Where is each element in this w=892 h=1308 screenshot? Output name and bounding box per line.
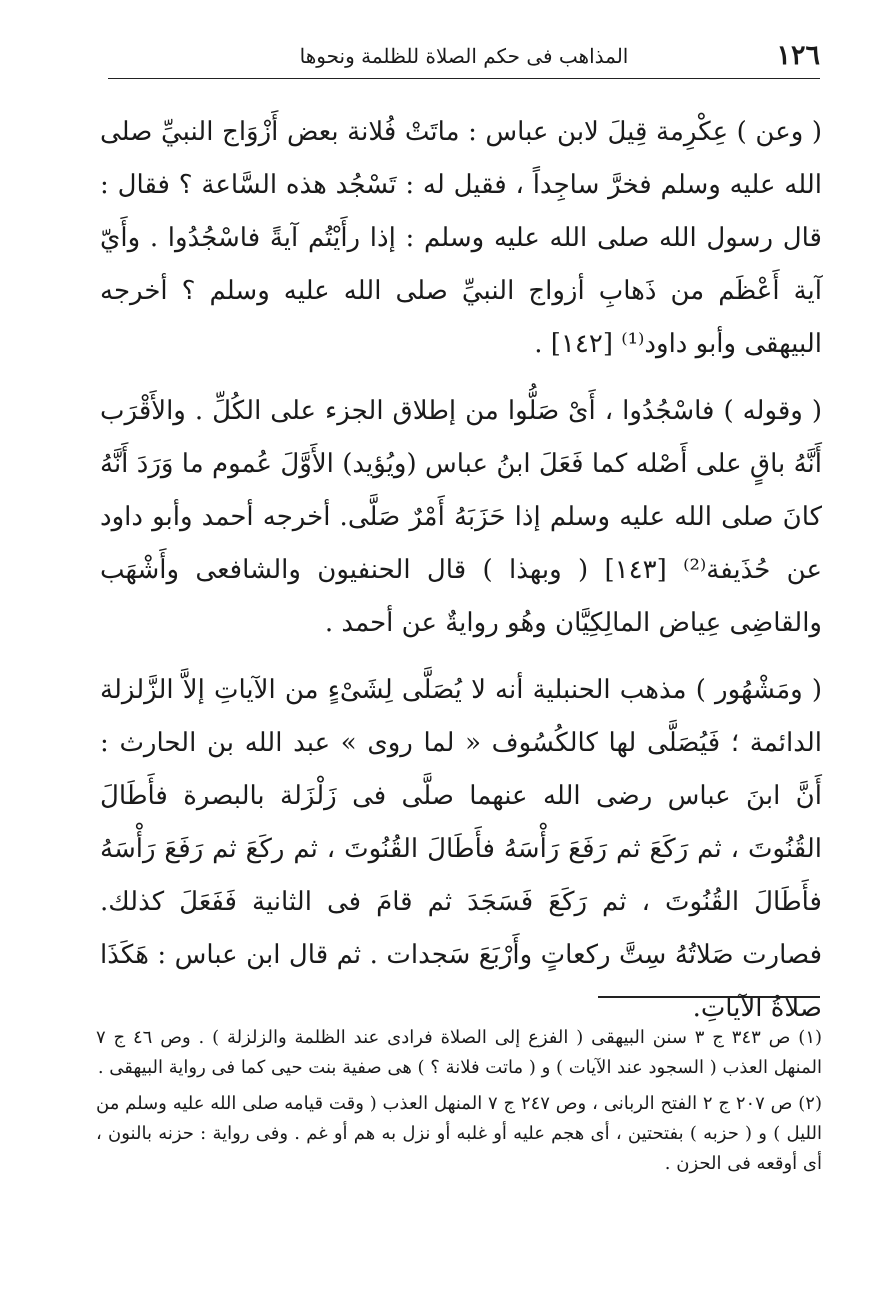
- footnote: (٢) ص ٢٠٧ ج ٢ الفتح الربانى ، وص ٢٤٧ ج ٧ المنهل العذب ( وقت قيامه صلى الله عليه وسلم من الليل ) و ( حزبه ) بفتحتين ، أى هجم عليه أو غلبه أو نزل به هم أو غم . وفى رواية : حزنه بالنون ، أى أوقعه فى الحزن .: [96, 1093, 822, 1174]
- footnote-divider: [598, 996, 820, 998]
- paragraph: ( وعن ) عِكْرِمة قِيلَ لابن عباس : ماتَتْ فُلانة بعض أَزْوَاج النبيِّ صلى الله عليه وسلم فخرَّ ساجِداً ، فقيل له : تَسْجُد هذه السَّاعة ؟ فقال : قال رسول الله صلى الله عليه وسلم : إذا رأَيْتُم آيةً فاسْجُدُوا . وأَيّ آية أَعْظَم من ذَهابِ أزواج النبيِّ صلى الله عليه وسلم ؟ أخرجه البيهقى وأبو داود⁽¹⁾ [١٤٢] .: [100, 117, 822, 359]
- page-header: [108, 38, 820, 79]
- footnote: (١) ص ٣٤٣ ج ٣ سنن البيهقى ( الفزع إلى الصلاة فرادى عند الظلمة والزلزلة ) . وص ٤٦ ج ٧ المنهل العذب ( السجود عند الآيات ) و ( ماتت فلانة ؟ ) هى صفية بنت حيى كما فى رواية البيهقى .: [96, 1027, 823, 1078]
- running-title: المذاهب فى حكم الصلاة للظلمة ونحوها: [299, 44, 629, 68]
- footnotes: [96, 1023, 822, 1185]
- page-number: ١٢٦: [776, 40, 820, 71]
- main-text: [100, 106, 822, 1049]
- paragraph: ( ومَشْهُور ) مذهب الحنبلية أنه لا يُصَلَّى لِشَىْءٍ من الآياتِ إلاَّ الزَّلزلة الدائمة ؛ فَيُصَلَّى لها كالكُسُوف « لما روى » عبد الله بن الحارث : أَنَّ ابنَ عباس رضى الله عنهما صلَّى فى زَلْزَلة بالبصرة فأَطَالَ القُنُوتَ ، ثم رَكَعَ ثم رَفَعَ رَأْسَهُ فأَطَالَ القُنُوتَ ، ثم ركَعَ ثم رَفَعَ رَأْسَهُ فأَطَالَ القُنُوتَ ، ثم رَكَعَ فَسَجَدَ ثم قامَ فى الثانية فَفَعَلَ كذلك. فصارت صَلاتُهُ سِتَّ ركعاتٍ وأَرْبَعَ سَجدات . ثم قال ابن عباس : هَكَذَا صلاةُ الآياتِ.: [100, 675, 822, 1023]
- paragraph: ( وقوله ) فاسْجُدُوا ، أَىْ صَلُّوا من إطلاق الجزء على الكُلِّ . والأَقْرَب أَنَّهُ باقٍ على أَصْله كما فَعَلَ ابنُ عباس (ويُؤيد) الأَوَّلَ عُموم ما وَرَدَ أَنَّهُ كانَ صلى الله عليه وسلم إذا حَزَبَهُ أَمْرٌ صَلَّى. أخرجه أحمد وأبو داود عن حُذَيفة⁽²⁾ [١٤٣] ( وبهذا ) قال الحنفيون والشافعى وأَشْهَب والقاضِى عِياض المالِكِيَّان وهُو روايةٌ عن أحمد .: [100, 396, 822, 638]
